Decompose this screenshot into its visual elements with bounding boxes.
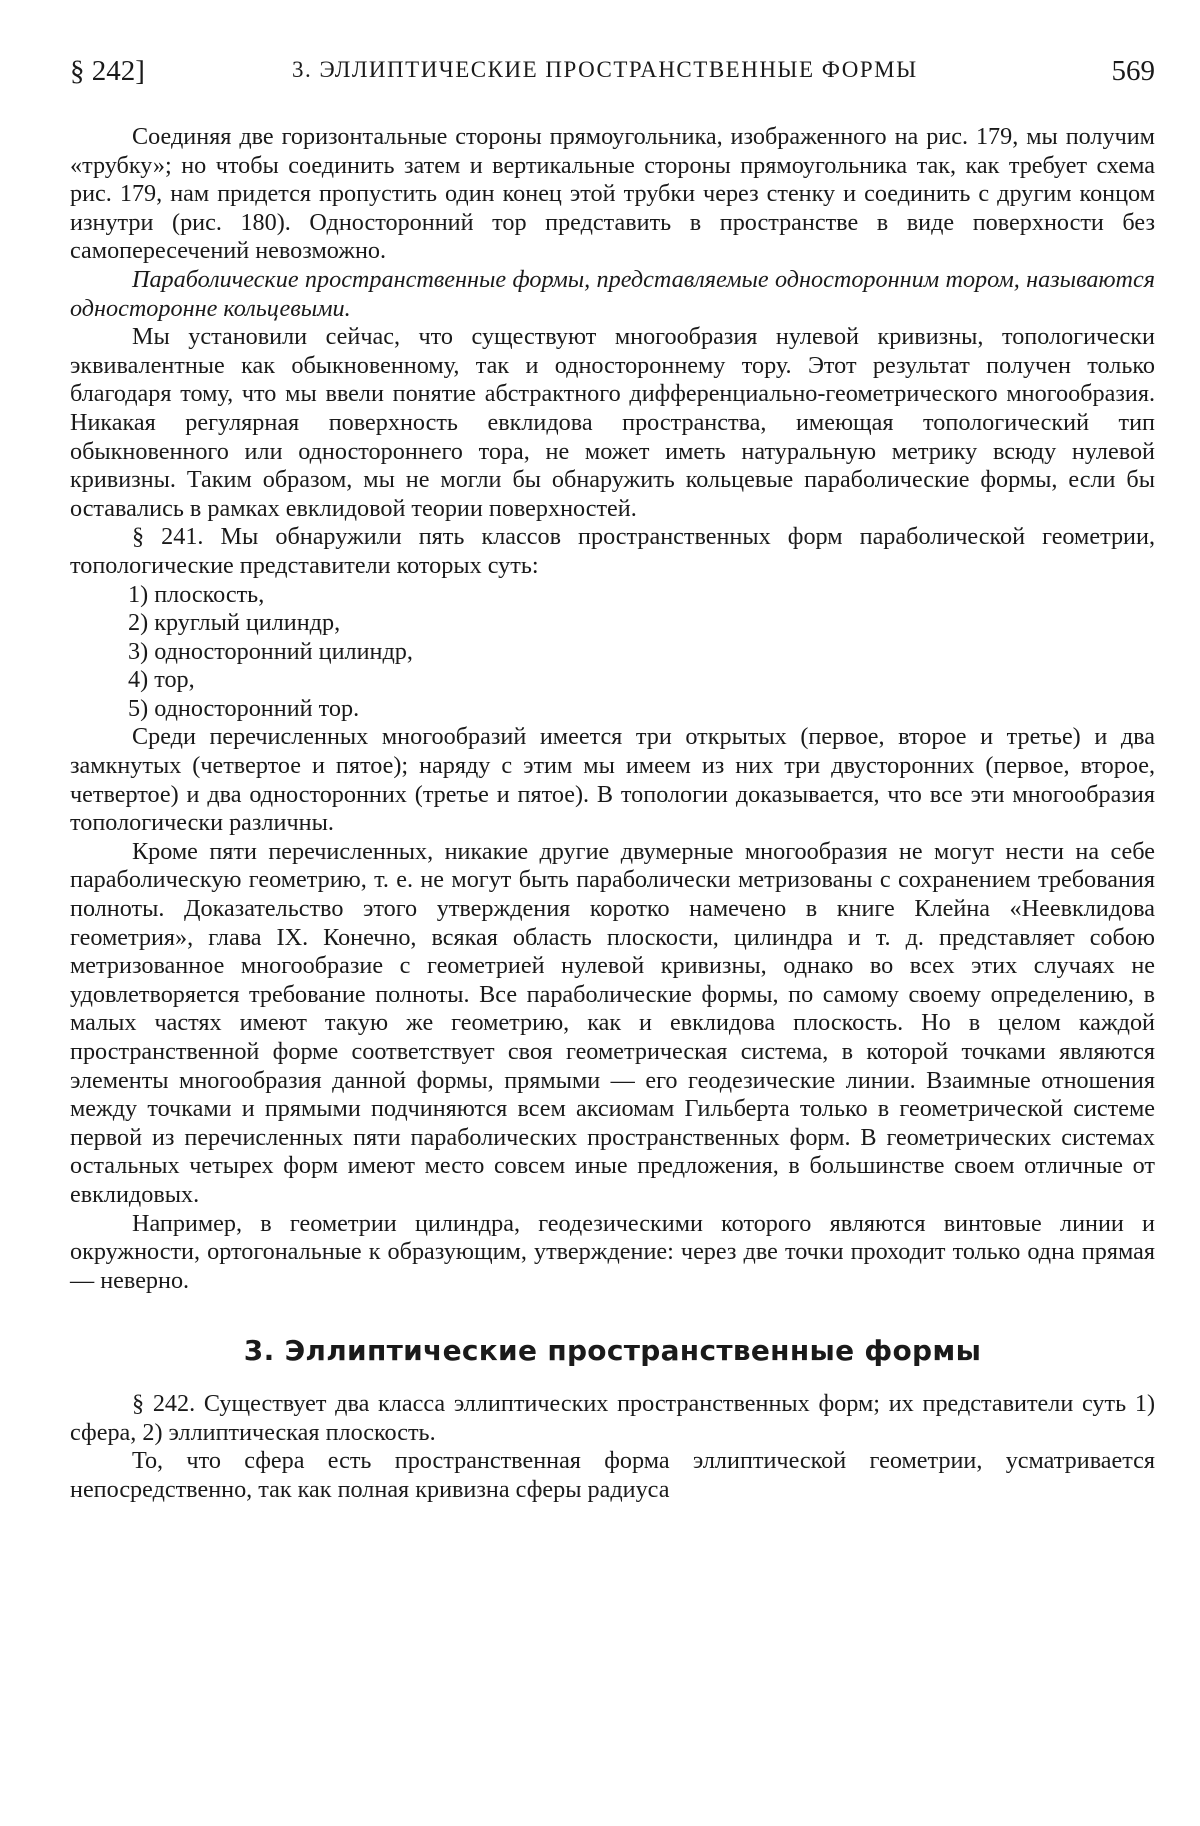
header-section-ref: § 242] [70, 55, 145, 88]
running-header [70, 55, 1155, 99]
section-heading: 3. Эллиптические пространственные формы [70, 1337, 1155, 1366]
page-number: 569 [1112, 55, 1156, 88]
forms-list [70, 581, 1155, 724]
paragraph-definition-italic: Параболические пространственные формы, представляемые односторонним тором, называются односторонне кольцевыми. [70, 266, 1155, 323]
list-item: 2) круглый цилиндр, [128, 609, 1155, 638]
paragraph-completeness: Кроме пяти перечисленных, никакие другие двумерные многообразия не могут нести на себе параболическую геометрию, т. е. не могут быть параболически метризованы с сохранением требования полноты. Доказательство этого утверждения коротко намечено в книге Клейна «Неевклидова геометрия», глава IX. Конечно, всякая область плоскости, цилиндра и т. д. представляет собою метризованное многообразие с геометрией нулевой кривизны, однако во всех этих случаях не удовлетворяется требование полноты. Все параболические формы, по самому своему определению, в малых частях имеют такую же геометрию, как и евклидова плоскость. Но в целом каждой пространственной форме соответствует своя геометрическая система, в которой точками являются элементы многообразия данной формы, прямыми — его геодезические линии. Взаимные отношения между точками и прямыми подчиняются всем аксиомам Гильберта только в геометрической системе первой из перечисленных пяти параболических пространственных форм. В геометрических системах остальных четырех форм имеют место совсем иные предложения, в большинстве своем отличные от евклидовых. [70, 838, 1155, 1210]
paragraph-sphere: То, что сфера есть пространственная форма эллиптической геометрии, усматривается непосредственно, так как полная кривизна сферы радиуса [70, 1447, 1155, 1504]
paragraph-241-intro: § 241. Мы обнаружили пять классов пространственных форм параболической геометрии, топологические представители которых суть: [70, 523, 1155, 580]
paragraph-zero-curvature: Мы установили сейчас, что существуют многообразия нулевой кривизны, топологически эквивалентные как обыкновенному, так и одностороннему тору. Этот результат получен только благодаря тому, что мы ввели понятие абстрактного дифференциально-геометрического многообразия. Никакая регулярная поверхность евклидова пространства, имеющая топологический тип обыкновенного или одностороннего тора, не может иметь натуральную метрику всюду нулевой кривизны. Таким образом, мы не могли бы обнаружить кольцевые параболические формы, если бы оставались в рамках евклидовой теории поверхностей. [70, 323, 1155, 523]
list-item: 4) тор, [128, 666, 1155, 695]
list-item: 3) односторонний цилиндр, [128, 638, 1155, 667]
paragraph-242-intro: § 242. Существует два класса эллиптических пространственных форм; их представители суть 1) сфера, 2) эллиптическая плоскость. [70, 1390, 1155, 1447]
list-item: 1) плоскость, [128, 581, 1155, 610]
paragraph-torus-construction: Соединяя две горизонтальные стороны прямоугольника, изображенного на рис. 179, мы получим «трубку»; но чтобы соединить затем и вертикальные стороны прямоугольника так, как требует схема рис. 179, нам придется пропустить один конец этой трубки через стенку и соединить с другим концом изнутри (рис. 180). Односторонний тор представить в пространстве в виде поверхности без самопересечений невозможно. [70, 123, 1155, 266]
header-running-title: 3. ЭЛЛИПТИЧЕСКИЕ ПРОСТРАНСТВЕННЫЕ ФОРМЫ [292, 57, 918, 83]
paragraph-cylinder-example: Например, в геометрии цилиндра, геодезическими которого являются винтовые линии и окружности, ортогональные к образующим, утверждение: через две точки проходит только одна прямая — неверно. [70, 1210, 1155, 1296]
paragraph-open-closed: Среди перечисленных многообразий имеется три открытых (первое, второе и третье) и два замкнутых (четвертое и пятое); наряду с этим мы имеем из них три двусторонних (первое, второе, четвертое) и два односторонних (третье и пятое). В топологии доказывается, что все эти многообразия топологически различны. [70, 723, 1155, 837]
book-page [70, 55, 1155, 1504]
page-body [70, 123, 1155, 1504]
list-item: 5) односторонний тор. [128, 695, 1155, 724]
